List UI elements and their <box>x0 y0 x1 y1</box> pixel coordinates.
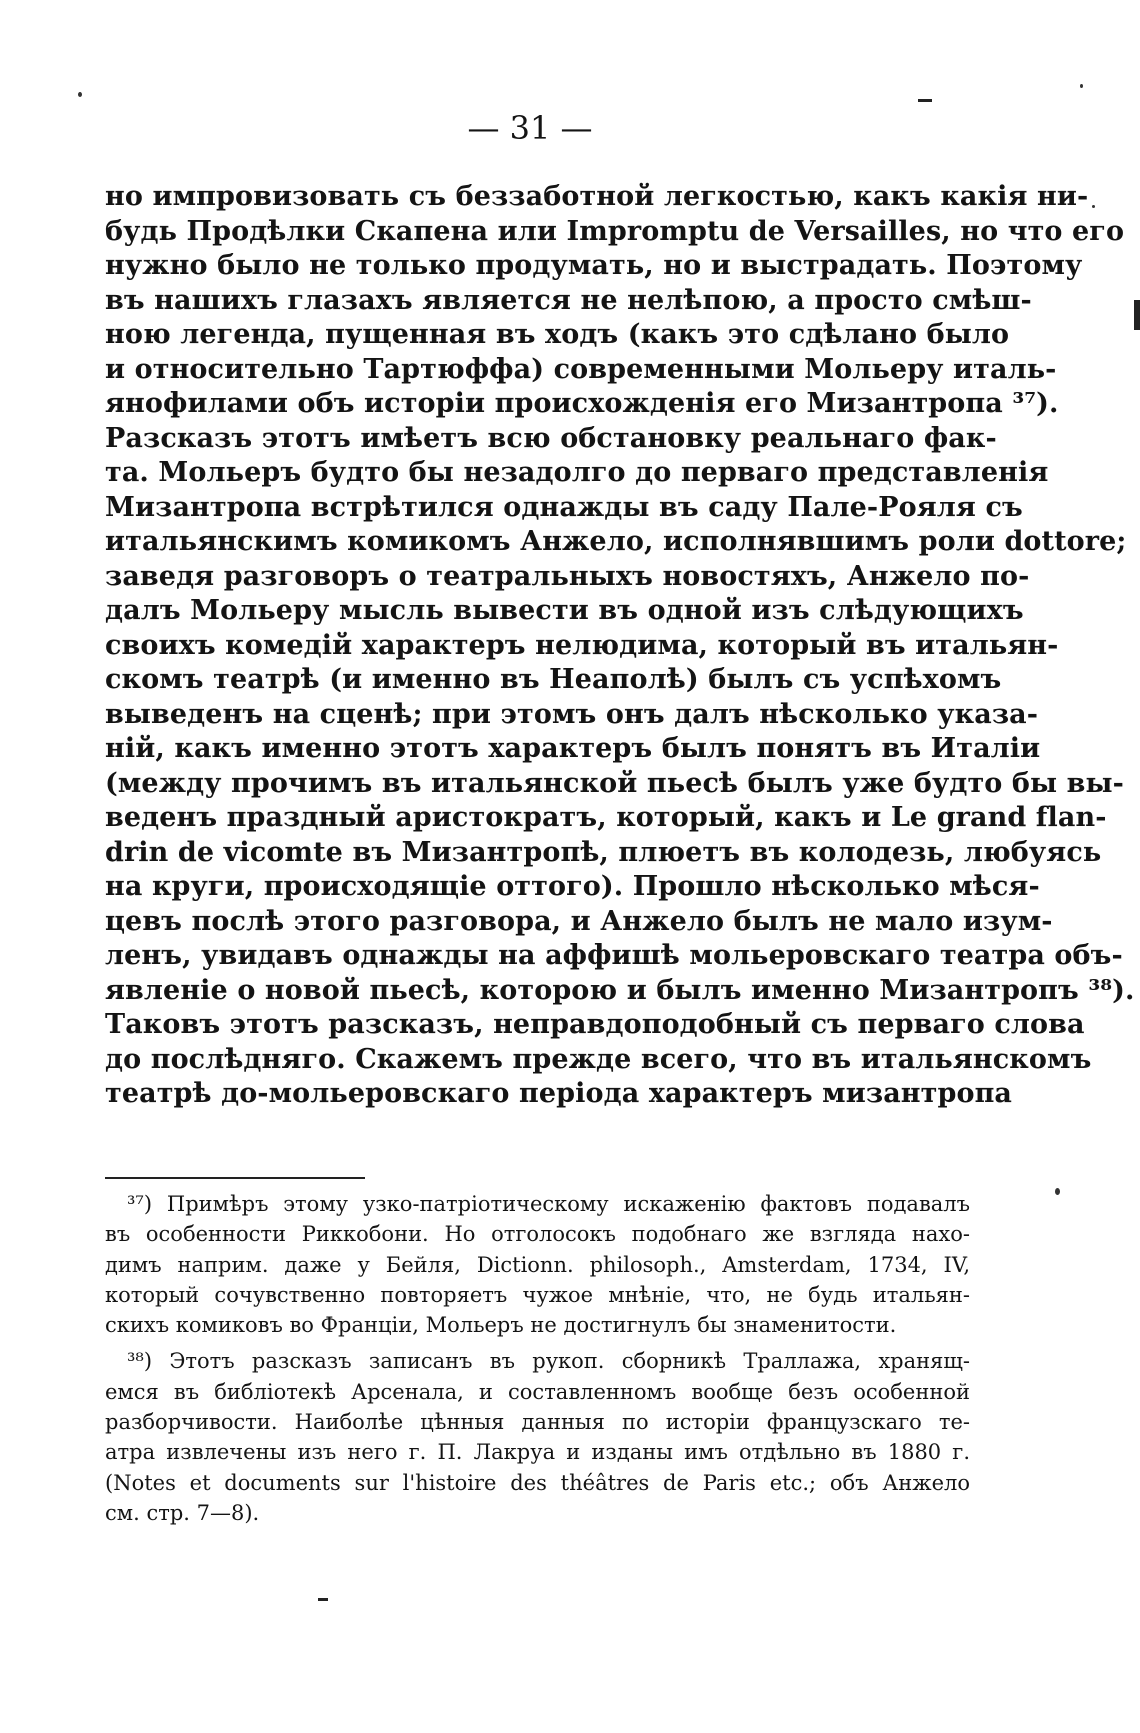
footnote-line: атра извлечены изъ него г. П. Лакруа и изданы имъ отдѣльно въ 1880 г. <box>105 1440 970 1465</box>
footnote-line: емся въ библіотекѣ Арсенала, и составленномъ вообще безъ особенной <box>105 1379 970 1404</box>
scan-dash <box>318 1598 328 1601</box>
body-line: въ нашихъ глазахъ является не нелѣпою, а просто смѣш- <box>105 284 1032 316</box>
body-line: Мизантропа встрѣтился однажды въ саду Пале-Рояля съ <box>105 491 1023 523</box>
footnote-divider <box>105 1177 365 1179</box>
footnote-line: ³⁷) Примѣръ этому узко-патріотическому искаженію фактовъ подавалъ <box>127 1192 970 1216</box>
body-line: ленъ, увидавъ однажды на аффишѣ мольеровскаго театра объ- <box>105 940 1123 971</box>
body-line: и относительно Тартюффа) современными Мольеру италь- <box>105 353 1057 385</box>
footnote-line: ³⁸) Этотъ разсказъ записанъ въ рукоп. сборникѣ Траллажа, хранящ- <box>127 1349 970 1374</box>
body-line: Разсказъ этотъ имѣетъ всю обстановку реальнаго фак- <box>105 422 997 454</box>
body-line: до послѣдняго. Скажемъ прежде всего, что въ итальянскомъ <box>105 1043 1092 1075</box>
footnote-line: скихъ комиковъ во Франціи, Мольеръ не достигнулъ бы знаменитости. <box>105 1313 897 1338</box>
footnote-38 <box>105 1346 970 1528</box>
body-line: но импровизовать съ беззаботной легкостью, какъ какія ни- <box>105 181 1089 212</box>
scan-dash <box>918 99 932 102</box>
footnote-line: (Notes et documents sur l'histoire des théâtres de Paris etc.; объ Анжело <box>105 1470 970 1495</box>
body-line: на круги, происходящіе оттого). Прошло нѣсколько мѣся- <box>105 871 1040 902</box>
body-line: янофилами объ исторіи происхожденія его Мизантропа ³⁷). <box>105 388 1059 419</box>
footnotes <box>105 1189 970 1534</box>
body-line: далъ Мольеру мысль вывести въ одной изъ слѣдующихъ <box>105 595 1024 626</box>
body-line: заведя разговоръ о театральныхъ новостяхъ, Анжело по- <box>105 560 1030 592</box>
body-line: скомъ театрѣ (и именно въ Неаполѣ) былъ съ успѣхомъ <box>105 664 1002 695</box>
body-line: нужно было не только продумать, но и выстрадать. Поэтому <box>105 250 1083 281</box>
body-line: своихъ комедій характеръ нелюдима, который въ итальян- <box>105 629 1059 661</box>
body-line: drin de vicomte въ Мизантропѣ, плюетъ въ колодезь, любуясь <box>105 836 1102 868</box>
body-line: та. Мольеръ будто бы незадолго до перваго представленія <box>105 457 1049 488</box>
scan-dash <box>1134 300 1140 330</box>
scan-speck <box>78 92 82 97</box>
footnote-line: разборчивости. Наиболѣе цѣнныя данныя по исторіи французскаго те- <box>105 1410 970 1435</box>
footnote-37 <box>105 1189 970 1340</box>
body-line: явленіе о новой пьесѣ, которою и былъ именно Мизантропъ ³⁸). <box>105 974 1135 1006</box>
body-line: ною легенда, пущенная въ ходъ (какъ это сдѣлано было <box>105 319 1010 350</box>
body-text <box>105 180 1135 1112</box>
footnote-line: димъ наприм. даже у Бейля, Dictionn. philosoph., Amsterdam, 1734, IV, <box>105 1252 970 1277</box>
scan-speck <box>1055 1188 1060 1195</box>
footnote-line: который сочувственно повторяетъ чужое мнѣніе, что, не будь итальян- <box>105 1282 970 1307</box>
scan-speck <box>1080 84 1083 88</box>
footnote-line: см. стр. 7—8). <box>105 1500 260 1525</box>
body-line: театрѣ до-мольеровскаго періода характеръ мизантропа <box>105 1078 1013 1109</box>
body-line: веденъ праздный аристократъ, который, какъ и Le grand flan- <box>105 802 1107 833</box>
body-line: итальянскимъ комикомъ Анжело, исполнявшимъ роли dottore; <box>105 526 1127 557</box>
body-line: будь Продѣлки Скапена или Impromptu de Versailles, но что его <box>105 215 1125 247</box>
body-line: Таковъ этотъ разсказъ, неправдоподобный съ перваго слова <box>105 1009 1085 1040</box>
body-line: ній, какъ именно этотъ характеръ былъ понятъ въ Италіи <box>105 733 1041 764</box>
body-line: цевъ послѣ этого разговора, и Анжело былъ не мало изум- <box>105 905 1053 937</box>
body-line: (между прочимъ въ итальянской пьесѣ былъ уже будто бы вы- <box>105 767 1124 799</box>
footnote-line: въ особенности Риккобони. Но отголосокъ подобнаго же взгляда нахо- <box>105 1222 970 1247</box>
page-number: — 31 — <box>467 109 593 147</box>
body-line: выведенъ на сценѣ; при этомъ онъ далъ нѣсколько указа- <box>105 698 1039 730</box>
scan-speck <box>1092 205 1095 208</box>
